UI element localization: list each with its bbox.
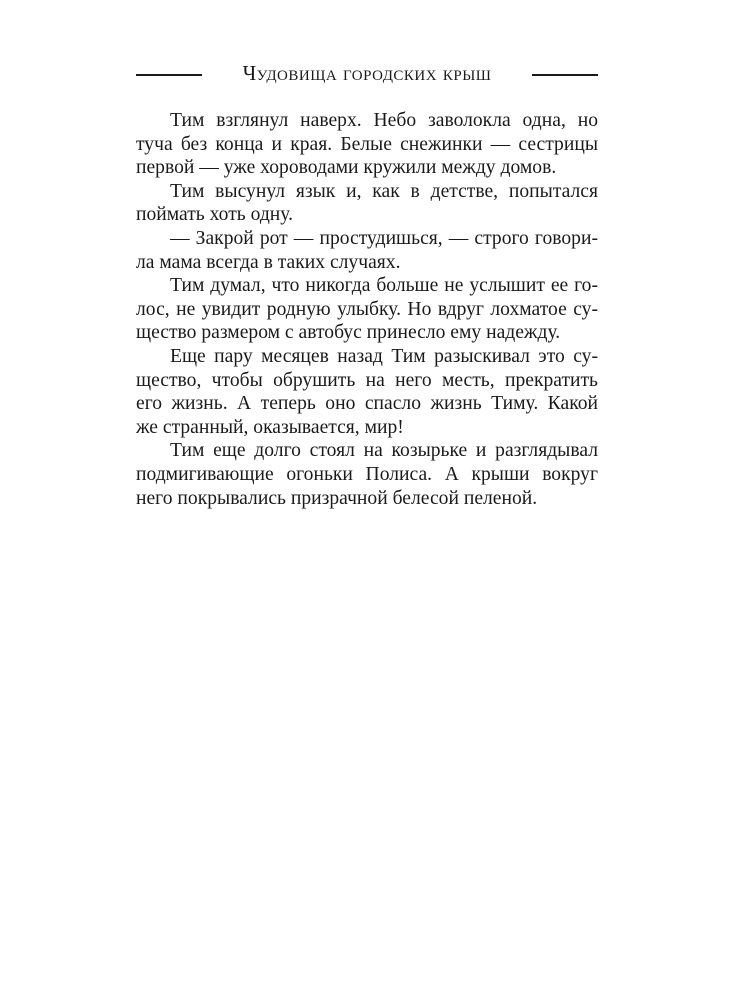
running-head bbox=[136, 58, 598, 88]
running-head-title: Чудовища городских крыш bbox=[242, 61, 492, 85]
paragraph bbox=[136, 345, 598, 439]
page-body-text bbox=[136, 109, 598, 510]
text-line: поймать хоть одну. bbox=[136, 204, 294, 226]
paragraph bbox=[136, 227, 598, 274]
text-line: Тим взглянул наверх. Небо заволокла одна, но bbox=[170, 110, 598, 131]
text-line: него покрывались призрачной белесой пеленой. bbox=[136, 487, 538, 509]
text-line: — Закрой рот — простудишься, — строго говори- bbox=[170, 227, 598, 249]
text-line: лос, не увидит родную улыбку. Но вдруг лохматое су- bbox=[136, 298, 598, 320]
text-line: щество, чтобы обрушить на него месть, прекратить bbox=[136, 369, 598, 391]
text-line: Тим высунул язык и, как в детстве, попытался bbox=[170, 180, 598, 202]
text-line: щество размером с автобус принесло ему надежду. bbox=[136, 322, 561, 344]
text-line: же странный, оказывается, мир! bbox=[136, 416, 404, 438]
running-head-right-rule bbox=[532, 74, 598, 76]
text-line: подмигивающие огоньки Полиса. А крыши вокруг bbox=[136, 463, 598, 485]
text-line: ла мама всегда в таких случаях. bbox=[136, 251, 401, 273]
paragraph bbox=[136, 180, 598, 227]
paragraph bbox=[136, 274, 598, 345]
paragraph bbox=[136, 439, 598, 510]
running-head-left-rule bbox=[136, 74, 202, 76]
text-line: туча без конца и края. Белые снежинки — сестрицы bbox=[136, 133, 598, 155]
text-line: Тим еще долго стоял на козырьке и разглядывал bbox=[170, 440, 598, 462]
text-line: первой — уже хороводами кружили между домов. bbox=[136, 157, 557, 179]
text-line: Тим думал, что никогда больше не услышит ее го- bbox=[170, 275, 598, 297]
text-line: его жизнь. А теперь оно спасло жизнь Тиму. Какой bbox=[136, 393, 598, 415]
paragraph bbox=[136, 109, 598, 180]
text-line: Еще пару месяцев назад Тим разыскивал это су- bbox=[170, 345, 598, 367]
